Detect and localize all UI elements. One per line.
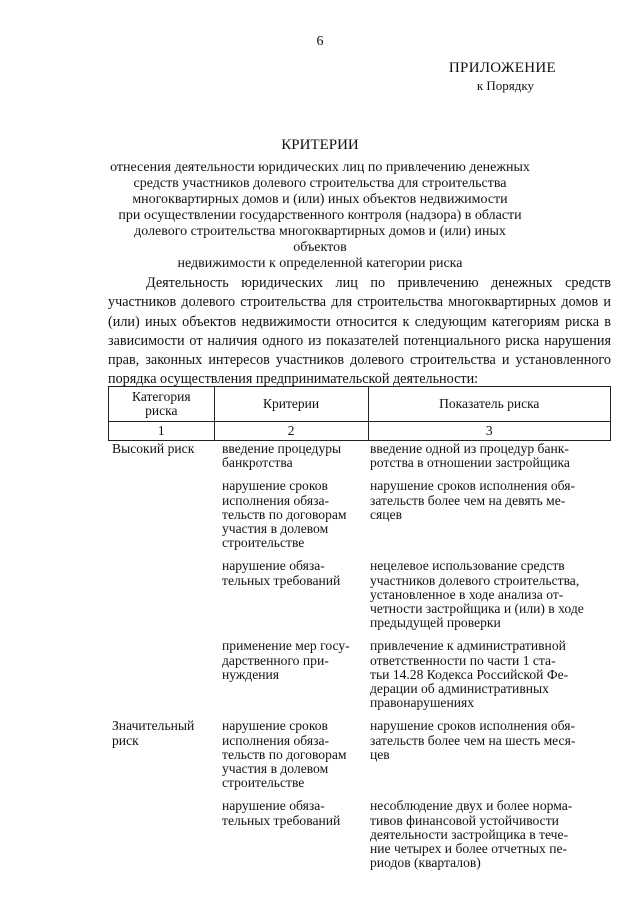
row-indicator: нарушение сроков исполнения обя- зательств более чем на шесть меся- цев: [370, 718, 576, 762]
document-subtitle: отнесения деятельности юридических лиц по привлечению денежных средств участников долевого строительства для строительства многоквартирных домов и (или) иных объектов недвижимости при осуществлении государственного контроля (надзора) в области долевого строительства многоквартирных домов и (или) иных объектов недвижимости к определенной категории риска: [110, 160, 530, 271]
row-criterion: нарушение сроков исполнения обяза- тельств по договорам участия в долевом строительстве: [222, 478, 347, 551]
table-row: [108, 559, 611, 630]
row-category: [108, 639, 220, 710]
column-number-row: [109, 422, 611, 441]
row-category: [108, 559, 220, 630]
row-indicator: нецелевое использование средств участников долевого строительства, установленное в ходе анализа от- четности застройщика и (или) в ходе предыдущей проверки: [370, 558, 584, 631]
intro-paragraph: Деятельность юридических лиц по привлечению денежных средств участников долевого строительства для строительства многоквартирных домов и (или) иных объектов недвижимости относится к следующим категориям риска в зависимости от наличия одного из показателей потенциального риска нарушения прав, законных интересов участников долевого строительства и установленного порядка осуществления предпринимательской деятельности:: [108, 275, 611, 388]
table-row: [108, 639, 611, 710]
table-row: [108, 442, 611, 470]
row-criterion: применение мер госу- дарственного при- нуждения: [222, 638, 350, 682]
row-criterion: нарушение сроков исполнения обяза- тельств по договорам участия в долевом строительстве: [222, 718, 347, 791]
row-indicator: нарушение сроков исполнения обя- зательств более чем на девять ме- сяцев: [370, 478, 576, 522]
page-number: 6: [316, 34, 324, 49]
header-category: Категория риска: [109, 387, 215, 422]
header-criteria: Критерии: [214, 387, 368, 422]
appendix-subtitle: к Порядку: [476, 78, 534, 93]
row-indicator: несоблюдение двух и более норма- тивов финансовой устойчивости деятельности застройщика в тече- ние четырех и более отчетных пе- риодов (кварталов): [370, 798, 573, 871]
table-row: [108, 799, 611, 870]
criteria-table-header: [108, 386, 611, 441]
column-number-1: 1: [109, 422, 215, 441]
row-criterion: введение процедуры банкротства: [222, 441, 342, 471]
header-row: [109, 387, 611, 422]
column-number-3: 3: [368, 422, 610, 441]
table-row: [108, 719, 611, 790]
document-title: КРИТЕРИИ: [281, 137, 359, 153]
row-indicator: привлечение к административной ответственности по части 1 ста- тьи 14.28 Кодекса Российской Фе- дерации об административных правонарушениях: [370, 638, 569, 711]
row-category: Высокий риск: [112, 441, 195, 456]
row-criterion: нарушение обяза- тельных требований: [222, 558, 341, 588]
row-indicator: введение одной из процедур банк- ротства в отношении застройщика: [370, 441, 570, 471]
column-number-2: 2: [214, 422, 368, 441]
row-category: Значительный риск: [112, 718, 195, 748]
row-category: [108, 479, 220, 550]
row-criterion: нарушение обяза- тельных требований: [222, 798, 341, 828]
header-indicator: Показатель риска: [368, 387, 610, 422]
criteria-table-body: [108, 442, 611, 879]
appendix-title: ПРИЛОЖЕНИЕ: [448, 60, 556, 76]
row-category: [108, 799, 220, 870]
table-row: [108, 479, 611, 550]
appendix-block: [449, 60, 556, 94]
